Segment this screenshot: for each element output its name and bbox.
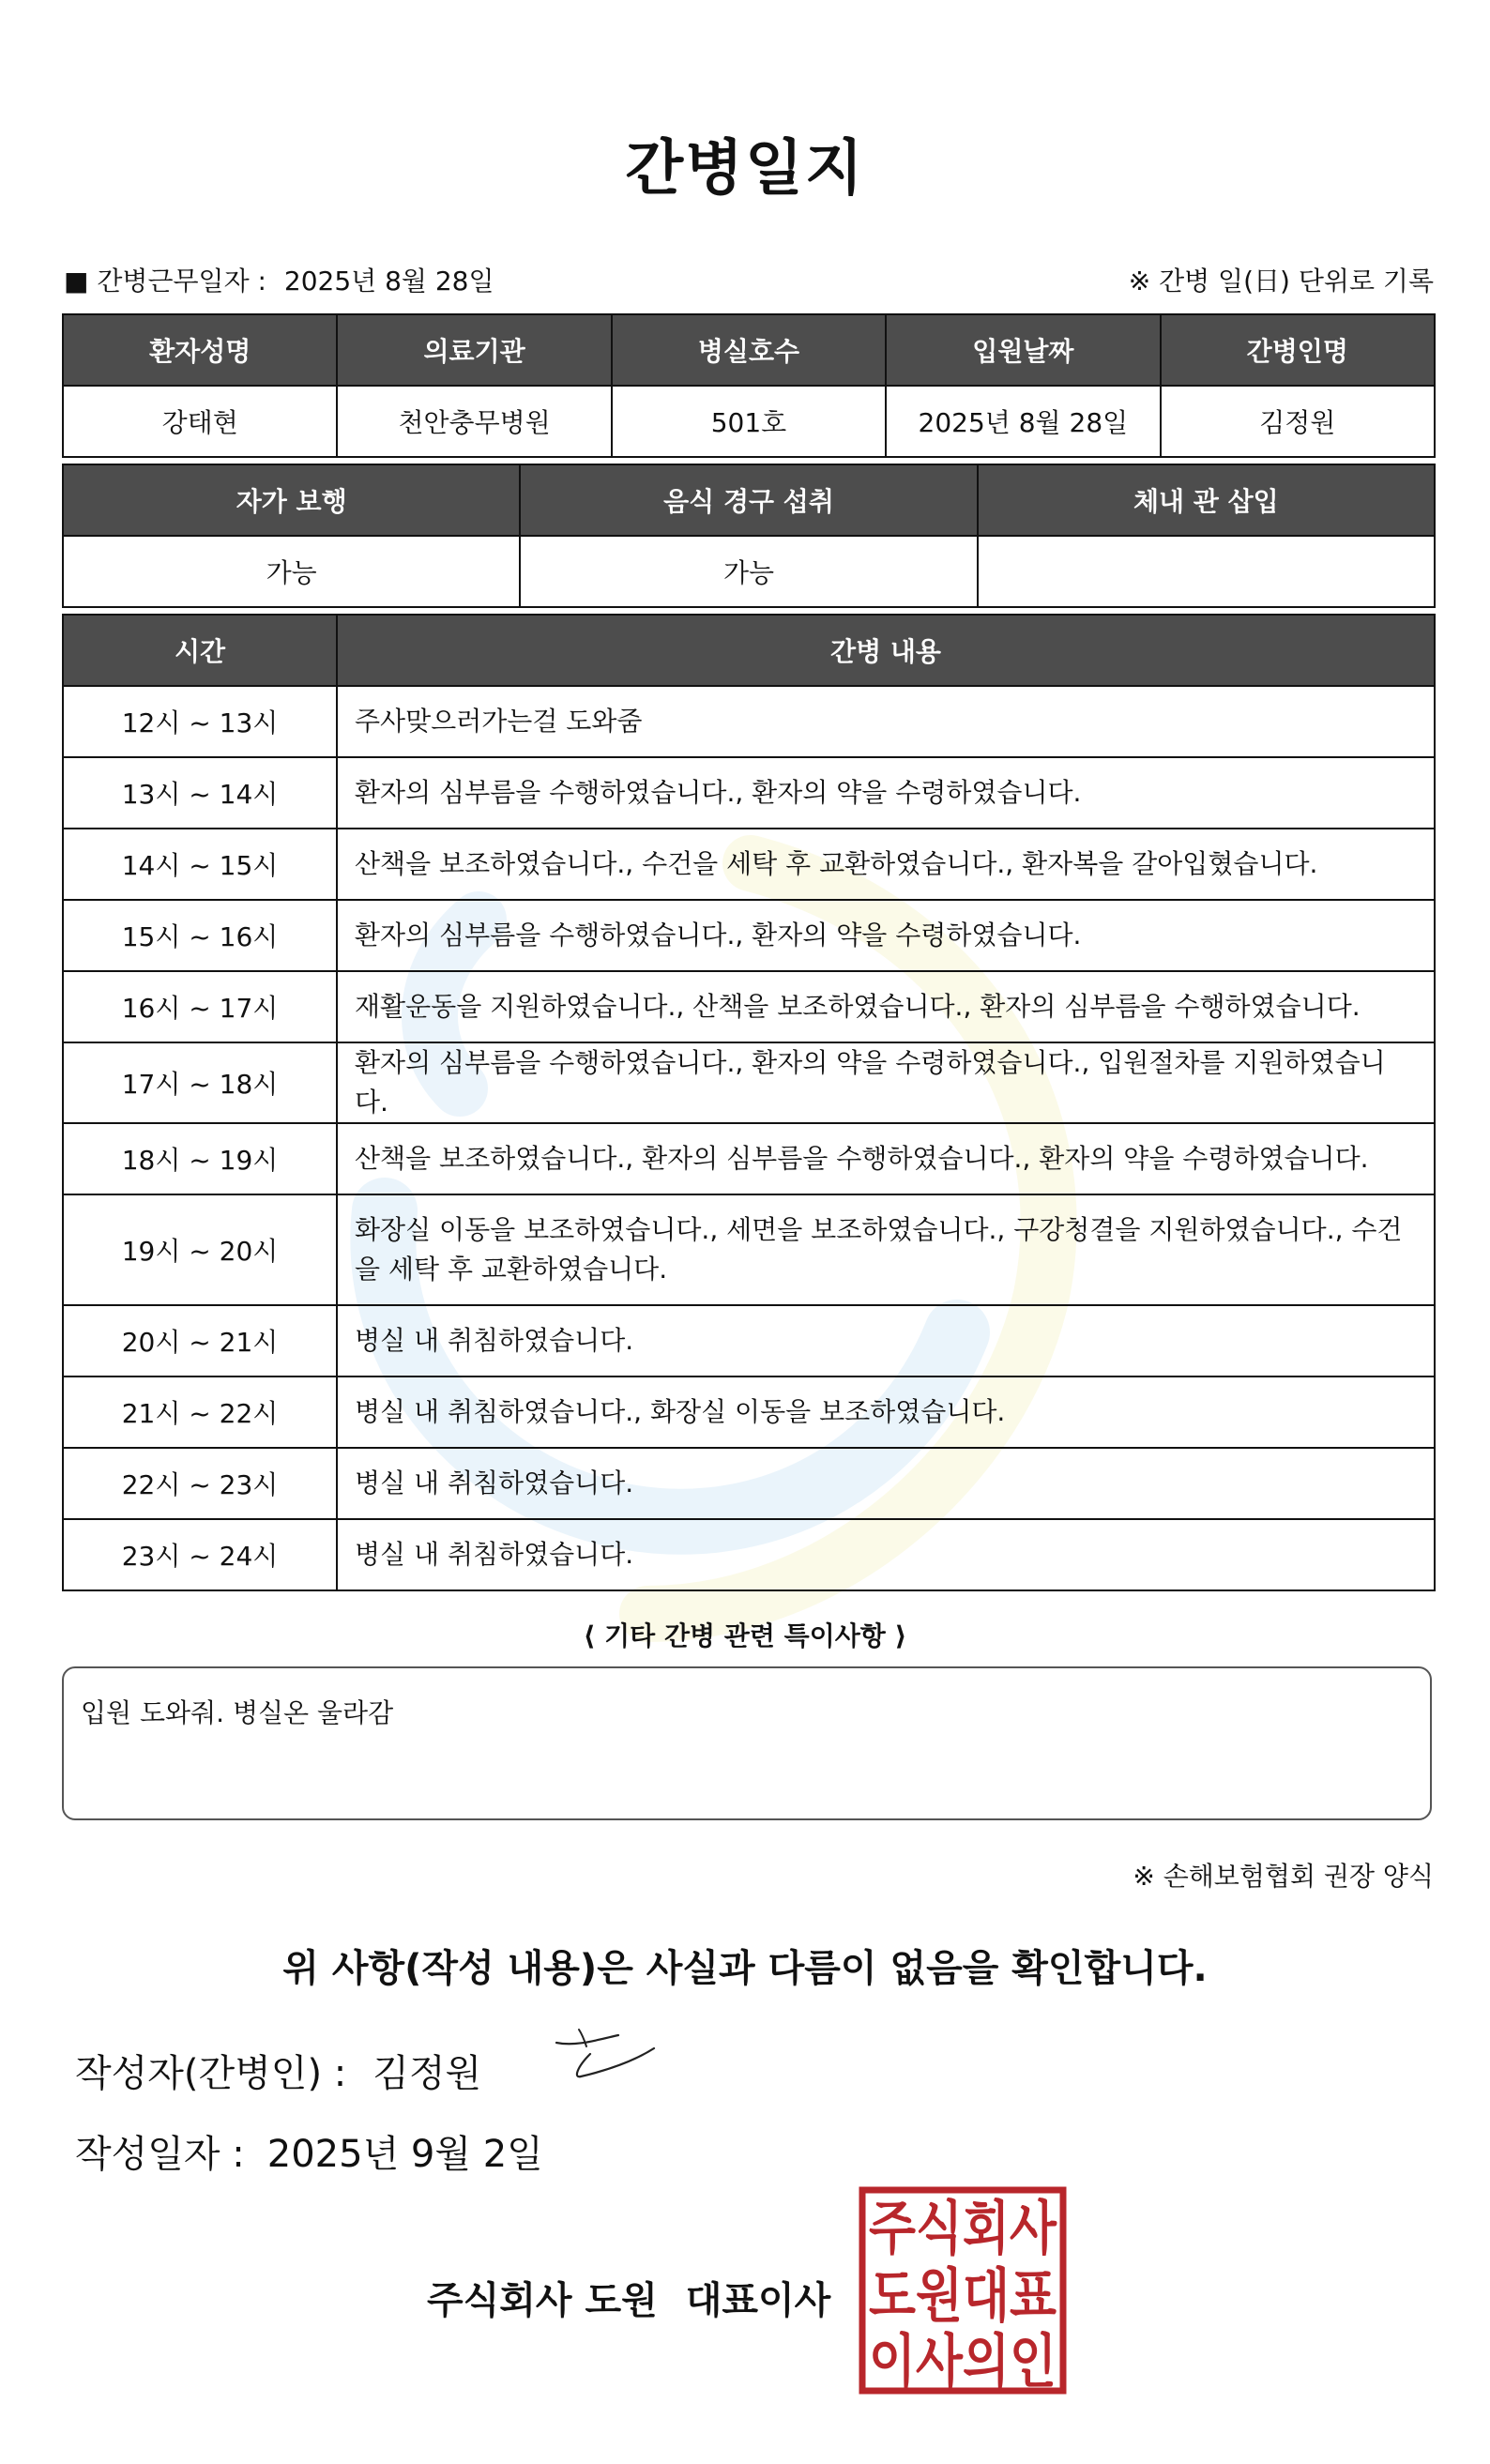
log-time: 23시 ~ 24시 <box>63 1519 337 1590</box>
log-time: 22시 ~ 23시 <box>63 1448 337 1519</box>
header-hospital: 의료기관 <box>337 314 611 386</box>
table-row <box>63 900 1435 971</box>
table-row <box>63 1448 1435 1519</box>
work-date <box>64 261 494 298</box>
log-content: 병실 내 취침하였습니다. <box>337 1448 1435 1519</box>
table-row <box>63 1042 1435 1123</box>
table-row <box>63 971 1435 1042</box>
table-row <box>63 536 1435 607</box>
patient-info-table <box>62 313 1436 458</box>
log-time: 18시 ~ 19시 <box>63 1123 337 1194</box>
company-name: 주식회사 도원 <box>427 2279 658 2322</box>
company-seal-stamp <box>859 2186 1067 2395</box>
document-title: 간병일지 <box>625 134 865 204</box>
special-notes-heading: ⟨ 기타 간병 관련 특이사항 ⟩ <box>583 1620 907 1651</box>
patient-name: 강태현 <box>63 386 337 457</box>
writer-label: 작성자(간병인) : <box>75 2052 347 2095</box>
header-time: 시간 <box>63 615 337 686</box>
company-line <box>427 2271 830 2324</box>
table-header-row <box>63 464 1435 536</box>
writer-name: 김정원 <box>372 2052 482 2095</box>
self-walking-value: 가능 <box>63 536 520 607</box>
care-log-table <box>62 614 1436 1591</box>
log-content: 병실 내 취침하였습니다. <box>337 1305 1435 1376</box>
log-time: 16시 ~ 17시 <box>63 971 337 1042</box>
admission-date: 2025년 8월 28일 <box>886 386 1160 457</box>
written-date-value: 2025년 9월 2일 <box>266 2133 543 2176</box>
log-time: 20시 ~ 21시 <box>63 1305 337 1376</box>
log-time: 12시 ~ 13시 <box>63 686 337 757</box>
log-content: 환자의 심부름을 수행하였습니다., 환자의 약을 수령하였습니다. <box>337 757 1435 829</box>
log-content: 산책을 보조하였습니다., 환자의 심부름을 수행하였습니다., 환자의 약을 수령하였습니다. <box>337 1123 1435 1194</box>
log-time: 14시 ~ 15시 <box>63 829 337 900</box>
table-header-row <box>63 314 1435 386</box>
writer-line <box>75 2044 481 2097</box>
table-row <box>63 686 1435 757</box>
log-time: 13시 ~ 14시 <box>63 757 337 829</box>
log-time: 17시 ~ 18시 <box>63 1042 337 1123</box>
table-row <box>63 1305 1435 1376</box>
tube-insertion-value <box>978 536 1435 607</box>
log-time: 21시 ~ 22시 <box>63 1376 337 1448</box>
log-time: 19시 ~ 20시 <box>63 1194 337 1305</box>
confirmation-statement: 위 사항(작성 내용)은 사실과 다름이 없음을 확인합니다. <box>282 1947 1208 1990</box>
header-self-walking: 자가 보행 <box>63 464 520 536</box>
written-date-line <box>75 2124 543 2178</box>
header-oral-intake: 음식 경구 섭취 <box>520 464 977 536</box>
oral-intake-value: 가능 <box>520 536 977 607</box>
special-notes-box: 입원 도와줘. 병실온 울라감 <box>62 1666 1432 1820</box>
hospital-name: 천안충무병원 <box>337 386 611 457</box>
svg-text:주식회사: 주식회사 <box>869 2194 1057 2262</box>
svg-text:이사의인: 이사의인 <box>869 2327 1057 2396</box>
table-row <box>63 1123 1435 1194</box>
log-content: 환자의 심부름을 수행하였습니다., 환자의 약을 수령하였습니다. <box>337 900 1435 971</box>
table-header-row <box>63 615 1435 686</box>
log-content: 재활운동을 지원하였습니다., 산책을 보조하였습니다., 환자의 심부름을 수행하였습니다. <box>337 971 1435 1042</box>
written-date-label: 작성일자 : <box>75 2133 245 2176</box>
record-unit-note: ※ 간병 일(日) 단위로 기록 <box>1128 266 1434 297</box>
table-row <box>63 1376 1435 1448</box>
work-date-value: 2025년 8월 28일 <box>283 266 494 297</box>
log-content: 병실 내 취침하였습니다. <box>337 1519 1435 1590</box>
header-care-content: 간병 내용 <box>337 615 1435 686</box>
header-room-number: 병실호수 <box>612 314 886 386</box>
room-number: 501호 <box>612 386 886 457</box>
association-note: ※ 손해보험협회 권장 양식 <box>1133 1861 1434 1892</box>
header-tube-insertion: 체내 관 삽입 <box>978 464 1435 536</box>
log-content: 화장실 이동을 보조하였습니다., 세면을 보조하였습니다., 구강청결을 지원하였습니다., 수건을 세탁 후 교환하였습니다. <box>337 1194 1435 1305</box>
caregiver-name: 김정원 <box>1161 386 1435 457</box>
table-row <box>63 1194 1435 1305</box>
patient-status-table <box>62 464 1436 608</box>
log-content: 산책을 보조하였습니다., 수건을 세탁 후 교환하였습니다., 환자복을 갈아입혔습니다. <box>337 829 1435 900</box>
header-patient-name: 환자성명 <box>63 314 337 386</box>
svg-text:도원대표: 도원대표 <box>869 2261 1057 2330</box>
log-time: 15시 ~ 16시 <box>63 900 337 971</box>
log-content: 환자의 심부름을 수행하였습니다., 환자의 약을 수령하였습니다., 입원절차를 지원하였습니다. <box>337 1042 1435 1123</box>
header-admission-date: 입원날짜 <box>886 314 1160 386</box>
handwritten-signature <box>549 2022 661 2097</box>
header-caregiver-name: 간병인명 <box>1161 314 1435 386</box>
table-row <box>63 757 1435 829</box>
work-date-label: ■ 간병근무일자 : <box>64 266 266 297</box>
company-title: 대표이사 <box>685 2279 831 2322</box>
table-row <box>63 386 1435 457</box>
table-row <box>63 1519 1435 1590</box>
table-row <box>63 829 1435 900</box>
log-content: 병실 내 취침하였습니다., 화장실 이동을 보조하였습니다. <box>337 1376 1435 1448</box>
log-content: 주사맞으러가는걸 도와줌 <box>337 686 1435 757</box>
